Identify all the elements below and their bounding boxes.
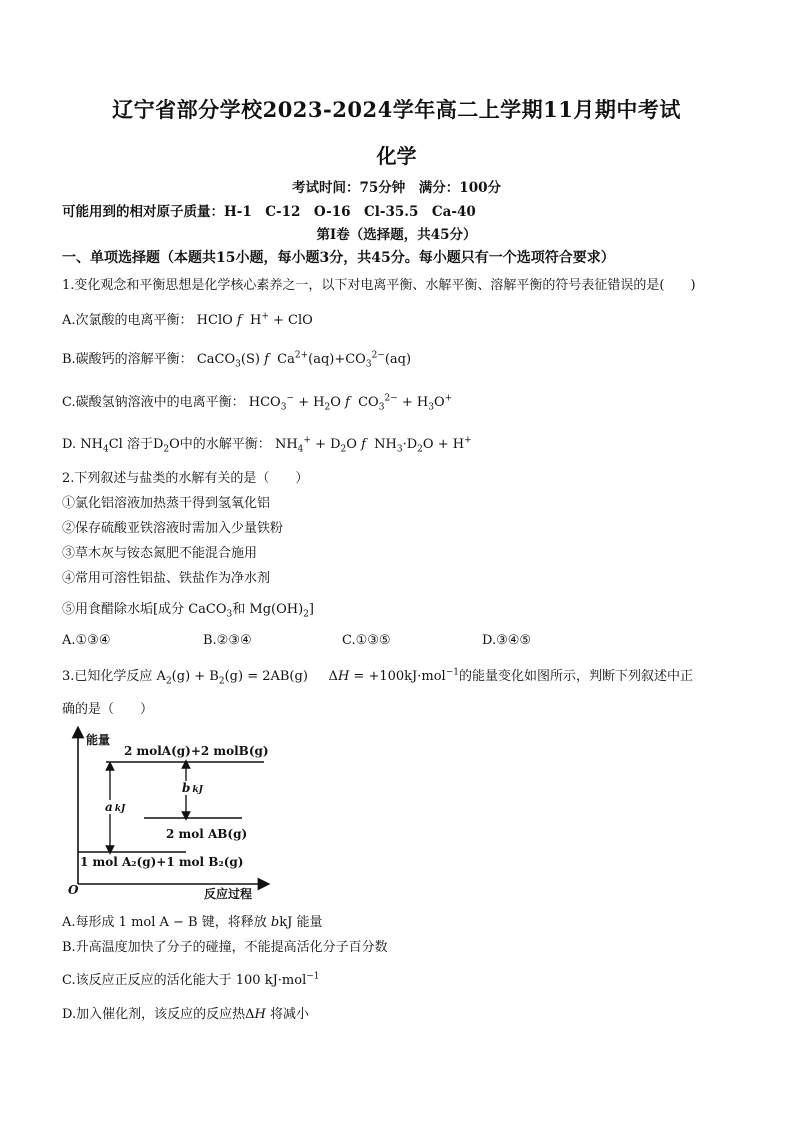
q3-option-d [62, 1003, 309, 1022]
a-label: a kJ [105, 800, 126, 814]
mid-level-label: 2 mol AB(g) [166, 827, 248, 841]
q2-item-2: ②保存硫酸亚铁溶液时需加入少量铁粉 [62, 521, 284, 536]
q2-item-5-formula-1: CaCO$_3$ [184, 602, 233, 620]
origin-label: O [68, 883, 79, 897]
section-title: 一、单项选择题（本题共15小题，每小题3分，共45分。每小题只有一个选项符合要求） [62, 250, 615, 266]
y-axis-label: 能量 [86, 733, 111, 747]
q1-option-d-label-pre: D. [62, 437, 77, 452]
q1-option-c [62, 391, 453, 413]
q2-option-c: C.①③⑤ [342, 633, 391, 648]
q3-option-c [62, 969, 320, 988]
q2-option-a: A.①③④ [62, 633, 111, 648]
q3-stem-line2: 确的是（ ） [62, 702, 154, 717]
energy-diagram [66, 726, 286, 902]
part-title: 第Ⅰ卷（选择题，共45分） [316, 227, 477, 243]
q3-option-b: B.升高温度加快了分子的碰撞，不能提高活化分子百分数 [62, 940, 388, 955]
q3-option-d-symbol: ΔH [245, 1007, 266, 1022]
x-axis-label: 反应过程 [204, 887, 253, 901]
q2-item-1: ①氯化铝溶液加热蒸干得到氢氧化铝 [62, 496, 271, 511]
q3-option-d-post: 将减小 [269, 1007, 309, 1022]
q3-option-c-pre: C.该反应正反应的活化能大于 [62, 973, 232, 988]
bottom-level-label: 1 mol A₂(g)+1 mol B₂(g) [80, 855, 244, 869]
q3-stem [62, 665, 693, 687]
q3-option-a-bond: 1 mol A − B [114, 915, 202, 930]
q3-option-a-post: 能量 [296, 915, 323, 930]
q2-stem: 2.下列叙述与盐类的水解有关的是（ ） [62, 471, 309, 486]
q1-option-d-label-mid: 溶于 [126, 437, 153, 452]
q2-item-5-formula-2: $Mg(OH)_2$] [245, 602, 314, 620]
q1-option-b-label: B.碳酸钙的溶解平衡： [62, 352, 193, 367]
q3-stem-pre: 3.已知化学反应 [62, 669, 153, 684]
q2-item-5 [62, 598, 314, 620]
q3-option-d-pre: D.加入催化剂，该反应的反应热 [62, 1007, 246, 1022]
top-level-label: 2 molA(g)+2 molB(g) [124, 744, 269, 758]
q1-option-a [62, 309, 313, 328]
q1-option-c-equation: $HCO_3^- + H_2O$ f $CO_3^{2-} + H_3O^+$ [248, 393, 453, 413]
subject-title: 化学 [376, 144, 417, 168]
q1-option-d [62, 433, 472, 455]
b-label: b kJ [182, 781, 203, 795]
q1-option-d-label-post: 中的水解平衡： [179, 437, 271, 452]
q2-item-5-pre: ⑤用食醋除水垢[成分 [62, 602, 185, 617]
exam-info: 考试时间：75分钟 满分：100分 [292, 180, 501, 196]
q3-option-c-value: 100 kJ·mol$^{-1}$ [231, 971, 320, 988]
q2-item-3: ③草木灰与铵态氮肥不能混合施用 [62, 546, 258, 561]
atomic-mass-line: 可能用到的相对原子质量：H-1 C-12 O-16 Cl-35.5 Ca-40 [62, 204, 476, 220]
q1-option-c-label: C.碳酸氢钠溶液中的电离平衡： [62, 395, 245, 410]
page-title: 辽宁省部分学校2023-2024学年高二上学期11月期中考试 [112, 97, 681, 122]
q1-option-d-equation: $NH_4^+ + D_2O$ f $NH_3\cdot D_2O + H^+$ [274, 435, 472, 455]
q3-reaction-equation: $A_2(g) + B_2(g) = 2AB(g)$ ΔH = +100kJ·mol$^{-1}$ [152, 667, 459, 687]
q3-stem-post: 的能量变化如图所示，判断下列叙述中正 [458, 669, 693, 684]
q1-option-b-equation: CaCO$_3$(S) f $Ca^{2+}(aq)+CO_3^{2-}(aq)$ [196, 350, 412, 370]
q1-stem: 1.变化观念和平衡思想是化学核心素养之一，以下对电离平衡、水解平衡、溶解平衡的符号表征错误的是( ) [62, 278, 696, 293]
q1-option-b [62, 348, 412, 370]
q2-item-4: ④常用可溶性铝盐、铁盐作为净水剂 [62, 571, 271, 586]
q2-item-5-mid: 和 [232, 602, 246, 617]
q1-option-a-label: A.次氯酸的电离平衡： [62, 313, 193, 328]
q2-option-d: D.③④⑤ [482, 633, 532, 648]
q1-option-d-salt: $NH_4Cl$ [76, 437, 127, 455]
q3-option-a-energy: bkJ [270, 915, 297, 930]
q3-option-a-mid: 键，将释放 [201, 915, 267, 930]
q3-option-a-pre: A.每形成 [62, 915, 115, 930]
q1-option-d-solvent: $D_2O$ [152, 437, 180, 455]
q2-option-b: B.②③④ [203, 633, 252, 648]
q3-option-a [62, 911, 322, 930]
q1-option-a-equation: HClO f H+ + ClO [196, 311, 313, 328]
